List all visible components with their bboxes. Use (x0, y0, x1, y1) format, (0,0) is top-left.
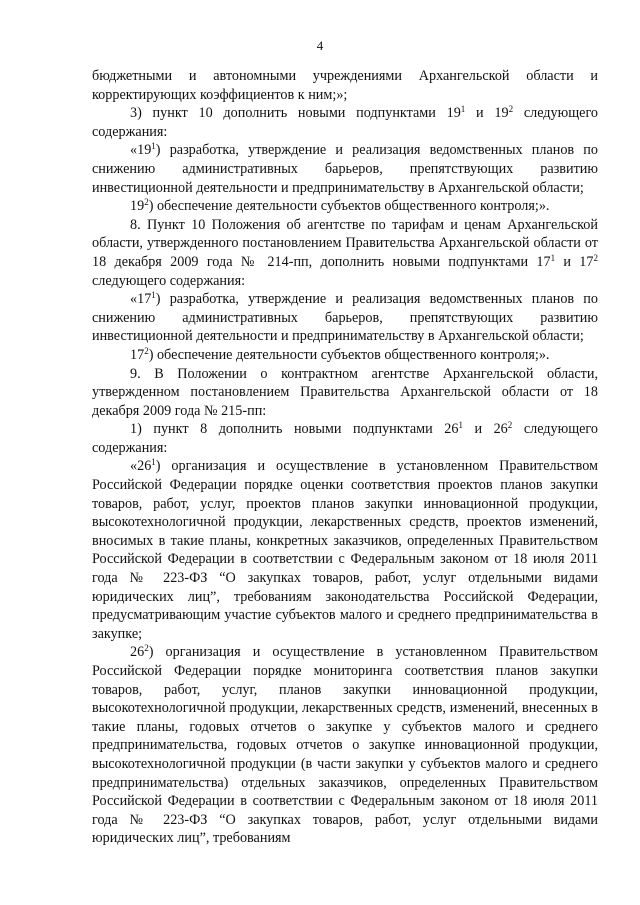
text-run: «26 (130, 458, 152, 475)
text-run: 9. В Положении о контрактном агентстве Архангельской области, утвержденном постановлением Правительства Архангельской области от 18 декабря 2009 года № 215-пп: (92, 365, 598, 419)
paragraph-p1 (92, 67, 598, 104)
superscript: 1 (151, 290, 156, 301)
paragraph-p11 (92, 643, 598, 848)
superscript: 1 (151, 457, 156, 468)
superscript: 1 (458, 420, 463, 431)
paragraph-p10 (92, 457, 598, 643)
paragraph-p6 (92, 290, 598, 346)
superscript: 2 (507, 420, 513, 431)
text-run: 17 (130, 346, 145, 363)
text-run: ) обеспечение деятельности субъектов общественного контроля;». (148, 346, 550, 363)
superscript: 2 (144, 643, 149, 654)
text-run: 3) пункт 10 дополнить новыми подпунктами 19 (130, 105, 461, 122)
paragraph-p4 (92, 197, 598, 216)
text-run: и 17 (555, 253, 594, 270)
superscript: 1 (151, 141, 156, 152)
text-run: и 26 (462, 421, 508, 438)
text-run: 8. Пункт 10 Положения об агентстве по тарифам и ценам Архангельской области, утвержденного постановлением Правительства Архангельской области от 18 декабря 2009 года № 214-пп, дополнить новыми подпунктами 17 (92, 216, 598, 270)
text-run: 26 (130, 644, 145, 661)
text-run: и 19 (465, 105, 509, 122)
paragraph-p5 (92, 216, 598, 290)
paragraph-p7 (92, 346, 598, 365)
superscript: 2 (144, 197, 149, 208)
text-run: ) разработка, утверждение и реализация ведомственных планов по снижению административных барьеров, препятствующих развитию инвестиционной деятельности и предпринимательству в Архангельской области; (92, 142, 598, 196)
superscript: 2 (508, 104, 514, 115)
text-run: следующего содержания: (92, 421, 598, 456)
text-run: «19 (130, 142, 152, 159)
page-number: 4 (316, 38, 324, 53)
text-run: ) обеспечение деятельности субъектов общественного контроля;». (148, 198, 550, 215)
text-run: бюджетными и автономными учреждениями Архангельской области и корректирующих коэффициентов к ним;»; (92, 68, 598, 103)
superscript: 2 (144, 345, 149, 356)
text-run: ) организация и осуществление в установленном Правительством Российской Федерации порядке мониторинга соответствия планов закупки товаров, работ, услуг, планов закупки инновационной продукции, высокотехнологичной продукции, лекарственных средств, изменений, внесенных в такие планы, годовых отчетов о закупке у субъектов малого и среднего предпринимательства, годовых отчетов о закупке инновационной продукции, высокотехнологичной продукции (в части закупки у субъектов малого и среднего предпринимательства) отдельных заказчиков, определенных Правительством Российской Федерации в соответствии с Федеральным законом от 18 июля 2011 года № 223-ФЗ “О закупках товаров, работ, услуг отдельными видами юридических лиц”, требованиям (92, 644, 598, 847)
superscript: 1 (460, 104, 466, 115)
text-run: ) разработка, утверждение и реализация ведомственных планов по снижению административных барьеров, препятствующих развитию инвестиционной деятельности и предпринимательству в Архангельской области; (92, 291, 598, 345)
text-run: «17 (130, 291, 152, 308)
paragraph-p9 (92, 420, 598, 457)
text-run: следующего содержания: (92, 272, 246, 289)
text-run: 1) пункт 8 дополнить новыми подпунктами 26 (130, 421, 459, 438)
superscript: 2 (593, 252, 598, 263)
paragraph-p2 (92, 104, 598, 141)
superscript: 1 (550, 252, 556, 263)
text-run: 19 (130, 198, 145, 215)
document-body (92, 67, 598, 848)
text-run: ) организация и осуществление в установленном Правительством Российской Федерации порядке оценки соответствия проектов планов закупки товаров, работ, услуг, проектов планов закупки инновационной продукции, высокотехнологичной продукции, лекарственных средств, проектов изменений, вносимых в такие планы, конкретных заказчиков, определенных Правительством Российской Федерации в соответствии с Федеральным законом от 18 июля 2011 года № 223-ФЗ “О закупках товаров, работ, услуг отдельными видами юридических лиц”, требованиям законодательства Российской Федерации, предусматривающим участие субъектов малого и среднего предпринимательства в закупке; (92, 458, 598, 642)
text-run: следующего содержания: (92, 105, 599, 140)
paragraph-p8 (92, 365, 598, 421)
paragraph-p3 (92, 141, 598, 197)
